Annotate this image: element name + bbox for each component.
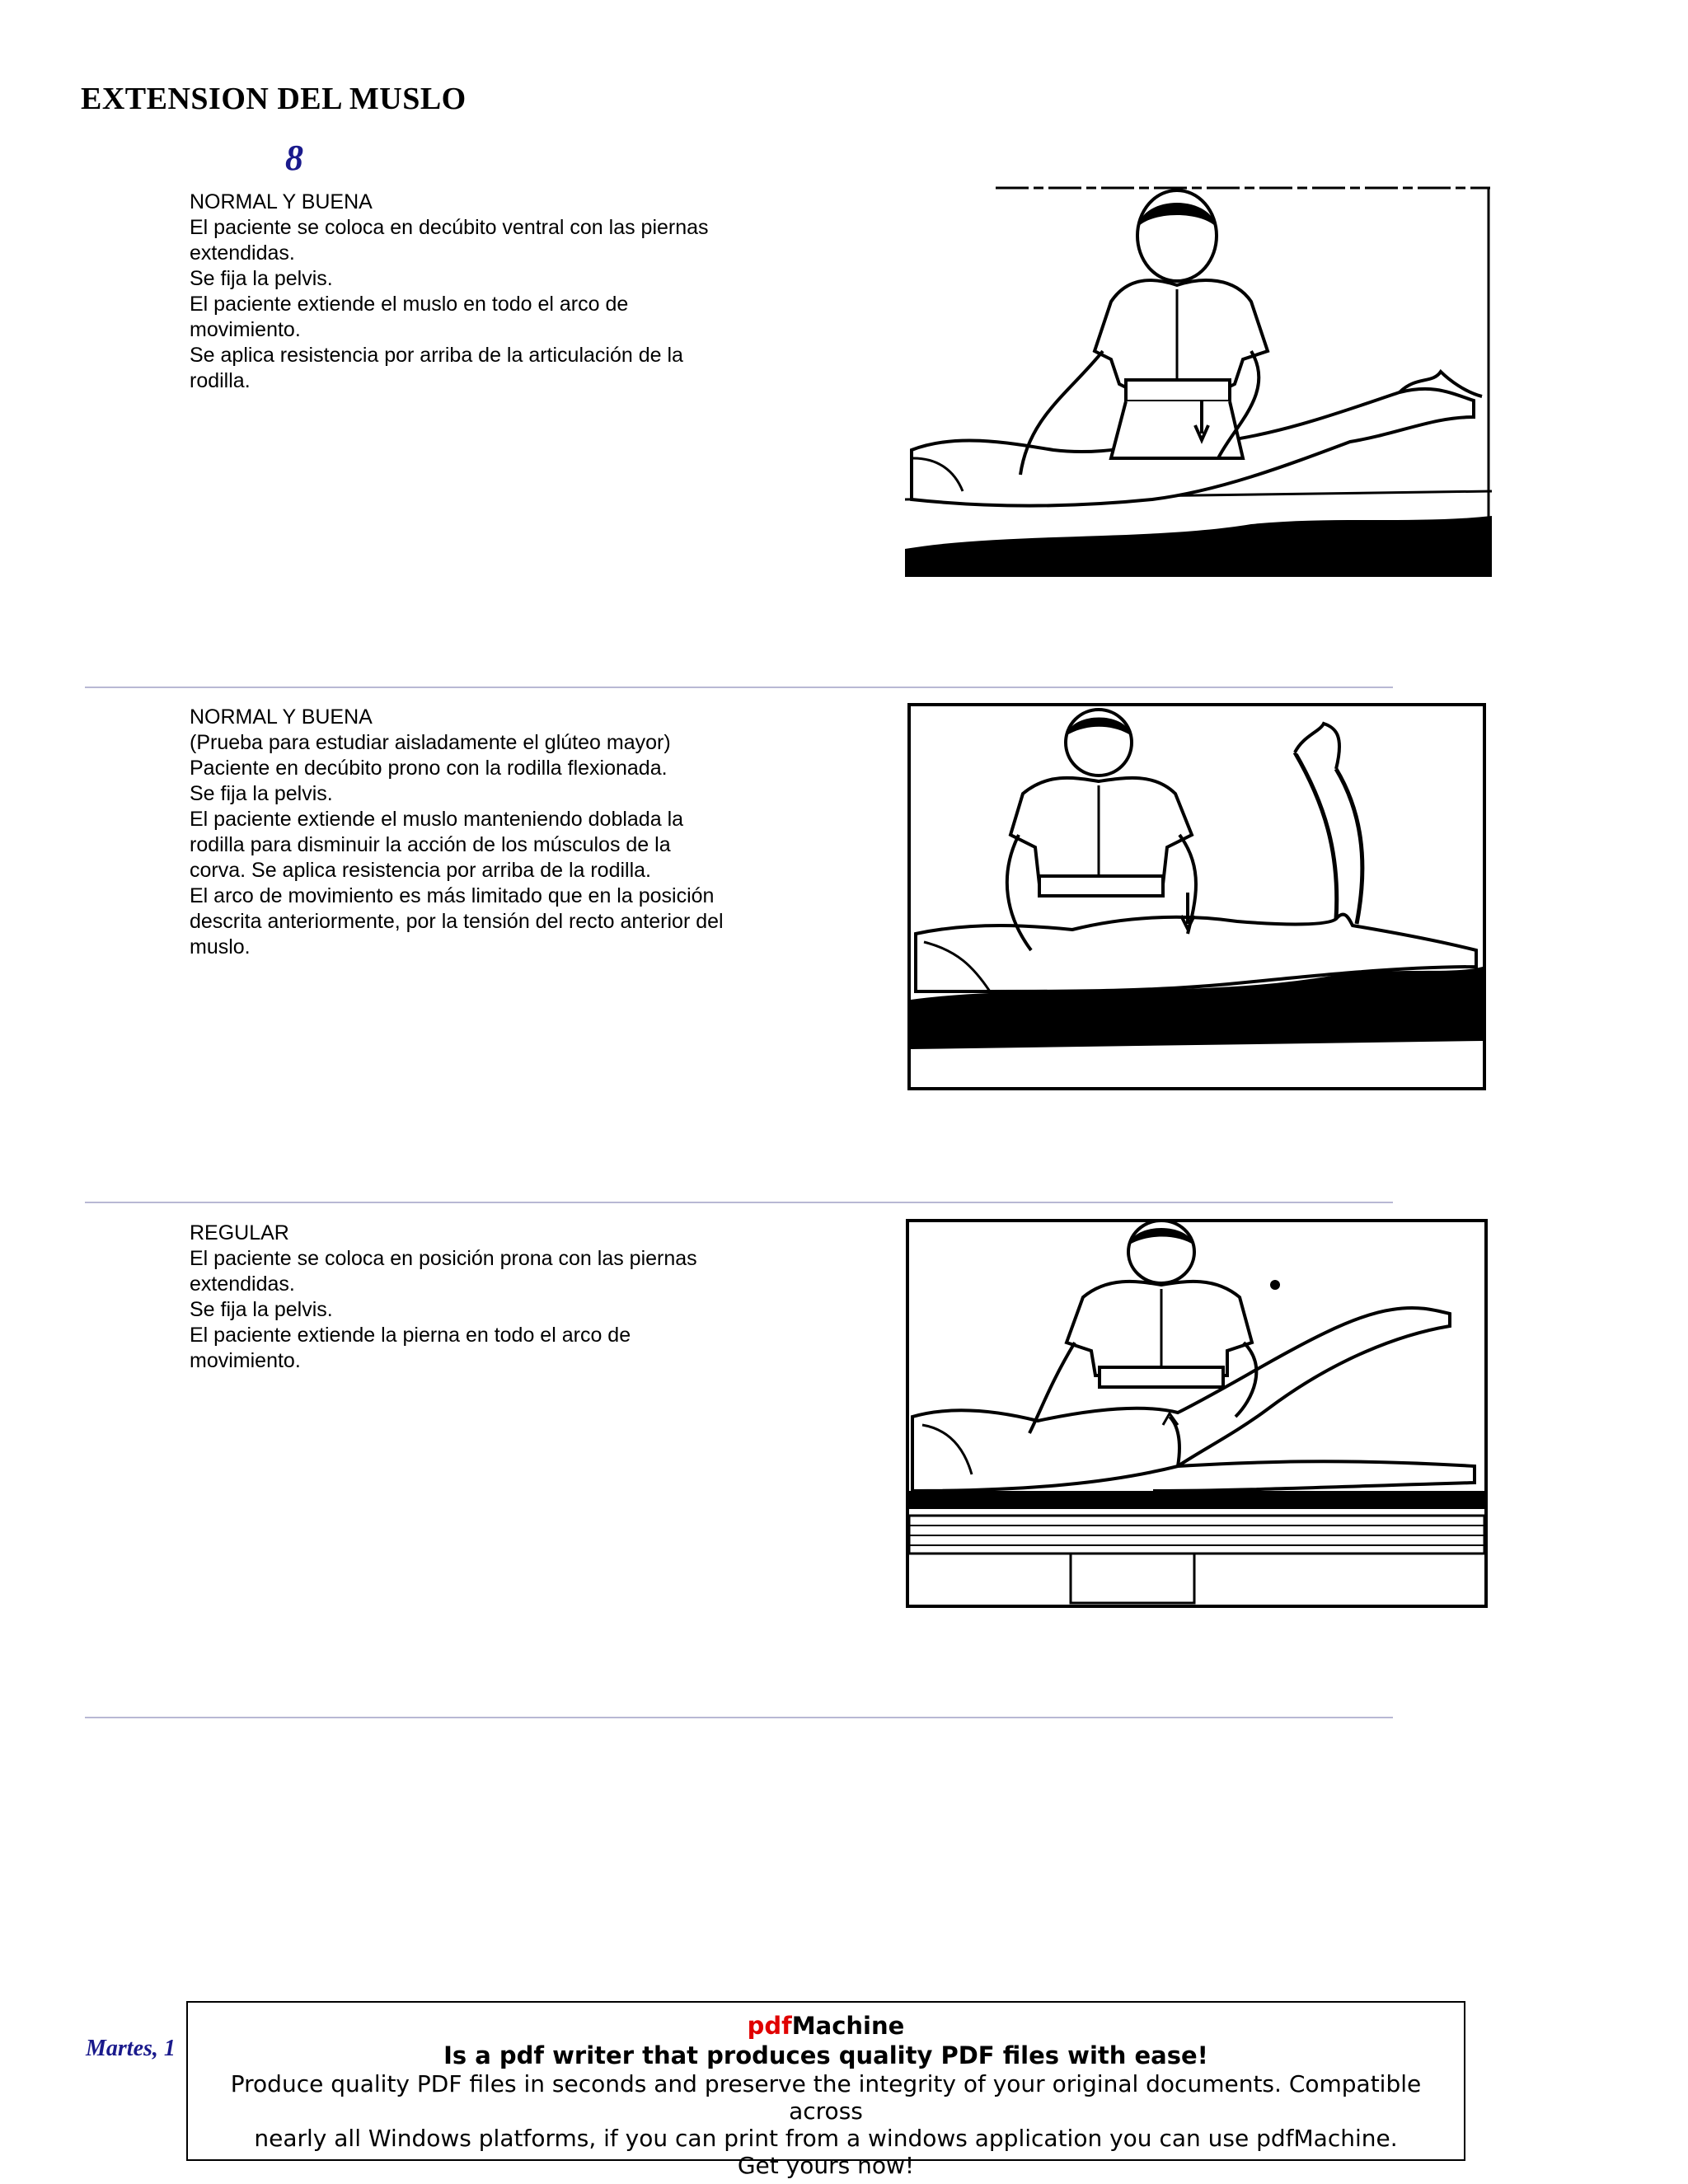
section-2-line: El arco de movimiento es más limitado que en la posición [190,884,715,907]
exam-illustration-2 [907,703,1486,1090]
section-3-line: Se fija la pelvis. [190,1298,333,1321]
section-3-line: El paciente extiende la pierna en todo el arco de [190,1324,631,1347]
section-2-grade: NORMAL Y BUENA [190,705,373,729]
illustration-1 [905,186,1492,577]
ad-body-line: Produce quality PDF files in seconds and preserve the integrity of your original documents. Compatible across [230,2070,1422,2125]
exam-illustration-1 [905,186,1492,577]
section-1-line: El paciente se coloca en decúbito ventral con las piernas [190,216,709,239]
section-1-grade: NORMAL Y BUENA [190,190,373,213]
section-divider [85,1202,1393,1203]
section-1-line: movimiento. [190,318,301,341]
section-3-line: El paciente se coloca en posición prona con las piernas [190,1247,697,1270]
section-2-line: corva. Se aplica resistencia por arriba de la rodilla. [190,859,651,882]
section-1-line: extendidas. [190,241,295,265]
section-2-line: Paciente en decúbito prono con la rodilla flexionada. [190,757,668,780]
section-2-line: descrita anteriormente, por la tensión del recto anterior del [190,910,724,933]
section-1-line: Se fija la pelvis. [190,267,333,290]
page-number: 8 [285,138,303,178]
ad-brand-prefix: pdf [747,2012,792,2040]
ad-brand-suffix: Machine [791,2012,905,2040]
section-2-text [190,705,783,960]
ad-body-line: nearly all Windows platforms, if you can print from a windows application you can use pdfMachine. [254,2125,1398,2152]
section-2-line: rodilla para disminuir la acción de los músculos de la [190,833,671,856]
section-1-line: rodilla. [190,369,251,392]
illustration-3 [906,1219,1488,1608]
ad-tagline: Is a pdf writer that produces quality PDF files with ease! [443,2041,1208,2069]
section-1-line: Se aplica resistencia por arriba de la articulación de la [190,344,683,367]
pdfmachine-ad-banner [186,2001,1465,2179]
exam-illustration-3 [906,1219,1488,1608]
section-1-line: El paciente extiende el muslo en todo el arco de [190,293,629,316]
section-2-line: Se fija la pelvis. [190,782,333,805]
section-3-line: movimiento. [190,1349,301,1372]
ad-brand [188,2011,1464,2041]
section-2-line: muslo. [190,935,251,958]
section-divider [85,1717,1393,1718]
section-1-text [190,190,783,394]
section-3-line: extendidas. [190,1272,295,1296]
section-2-line: El paciente extiende el muslo manteniendo doblada la [190,808,684,831]
section-3-grade: REGULAR [190,1221,289,1244]
section-3-text [190,1221,783,1374]
page-title: EXTENSION DEL MUSLO [81,82,467,116]
section-divider [85,687,1393,688]
section-2-line: (Prueba para estudiar aisladamente el glúteo mayor) [190,731,671,754]
ad-call-to-action: Get yours now! [737,2152,915,2179]
footer-date: Martes, 1 [86,2036,176,2061]
illustration-2 [907,703,1486,1090]
